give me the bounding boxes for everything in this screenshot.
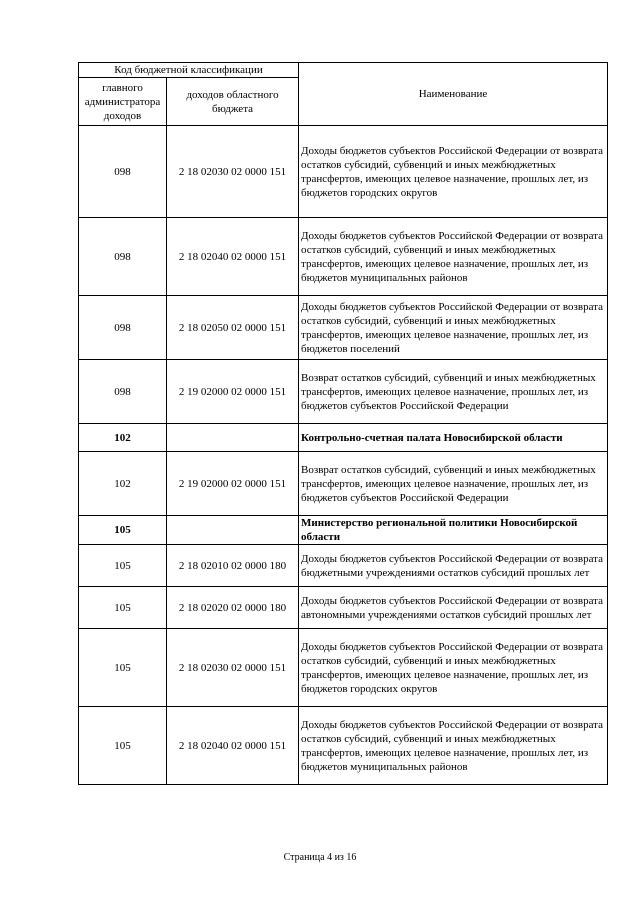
table-row [79, 707, 608, 785]
name-cell: Контрольно-счетная палата Новосибирской области [299, 424, 608, 452]
header-admin: главного администратора доходов [79, 78, 167, 126]
revenue-code-cell: 2 18 02030 02 0000 151 [167, 629, 299, 707]
name-cell: Доходы бюджетов субъектов Российской Федерации от возврата остатков субсидий, субвенций и иных межбюджетных трансфертов, имеющих целевое назначение, прошлых лет, из бюджетов муниципальных районов [299, 707, 608, 785]
revenue-code-cell: 2 18 02010 02 0000 180 [167, 545, 299, 587]
revenue-code-cell [167, 424, 299, 452]
table-row [79, 218, 608, 296]
table-row [79, 296, 608, 360]
admin-code-cell: 098 [79, 126, 167, 218]
name-cell: Доходы бюджетов субъектов Российской Федерации от возврата остатков субсидий, субвенций и иных межбюджетных трансфертов, имеющих целевое назначение, прошлых лет, из бюджетов городских округов [299, 126, 608, 218]
table-row [79, 516, 608, 545]
revenue-code-cell: 2 18 02050 02 0000 151 [167, 296, 299, 360]
admin-code-cell: 098 [79, 296, 167, 360]
budget-classification-table [78, 62, 608, 785]
table-row [79, 126, 608, 218]
revenue-code-cell: 2 18 02040 02 0000 151 [167, 218, 299, 296]
revenue-code-cell: 2 18 02030 02 0000 151 [167, 126, 299, 218]
name-cell: Доходы бюджетов субъектов Российской Федерации от возврата бюджетными учреждениями остатков субсидий прошлых лет [299, 545, 608, 587]
page-footer: Страница 4 из 16 [283, 852, 357, 863]
admin-code-cell: 098 [79, 218, 167, 296]
admin-code-cell: 102 [79, 424, 167, 452]
name-cell: Доходы бюджетов субъектов Российской Федерации от возврата остатков субсидий, субвенций и иных межбюджетных трансфертов, имеющих целевое назначение, прошлых лет, из бюджетов городских округов [299, 629, 608, 707]
revenue-code-cell: 2 19 02000 02 0000 151 [167, 360, 299, 424]
header-code: доходов областного бюджета [167, 78, 299, 126]
revenue-code-cell [167, 516, 299, 545]
name-cell: Доходы бюджетов субъектов Российской Федерации от возврата остатков субсидий, субвенций и иных межбюджетных трансфертов, имеющих целевое назначение, прошлых лет, из бюджетов муниципальных районов [299, 218, 608, 296]
table-row [79, 424, 608, 452]
revenue-code-cell: 2 19 02000 02 0000 151 [167, 452, 299, 516]
name-cell: Доходы бюджетов субъектов Российской Федерации от возврата остатков субсидий, субвенций и иных межбюджетных трансфертов, имеющих целевое назначение, прошлых лет, из бюджетов поселений [299, 296, 608, 360]
table-row [79, 360, 608, 424]
admin-code-cell: 105 [79, 587, 167, 629]
name-cell: Возврат остатков субсидий, субвенций и иных межбюджетных трансфертов, имеющих целевое назначение, прошлых лет, из бюджетов субъектов Российской Федерации [299, 360, 608, 424]
revenue-code-cell: 2 18 02020 02 0000 180 [167, 587, 299, 629]
name-cell: Доходы бюджетов субъектов Российской Федерации от возврата автономными учреждениями остатков субсидий прошлых лет [299, 587, 608, 629]
table-row [79, 452, 608, 516]
header-group: Код бюджетной классификации [79, 63, 299, 78]
admin-code-cell: 105 [79, 707, 167, 785]
table-row [79, 587, 608, 629]
admin-code-cell: 102 [79, 452, 167, 516]
table-row [79, 545, 608, 587]
table-row [79, 629, 608, 707]
header-name: Наименование [299, 63, 608, 126]
name-cell: Возврат остатков субсидий, субвенций и иных межбюджетных трансфертов, имеющих целевое назначение, прошлых лет, из бюджетов субъектов Российской Федерации [299, 452, 608, 516]
admin-code-cell: 105 [79, 516, 167, 545]
admin-code-cell: 105 [79, 629, 167, 707]
admin-code-cell: 105 [79, 545, 167, 587]
name-cell: Министерство региональной политики Новосибирской области [299, 516, 608, 545]
admin-code-cell: 098 [79, 360, 167, 424]
revenue-code-cell: 2 18 02040 02 0000 151 [167, 707, 299, 785]
